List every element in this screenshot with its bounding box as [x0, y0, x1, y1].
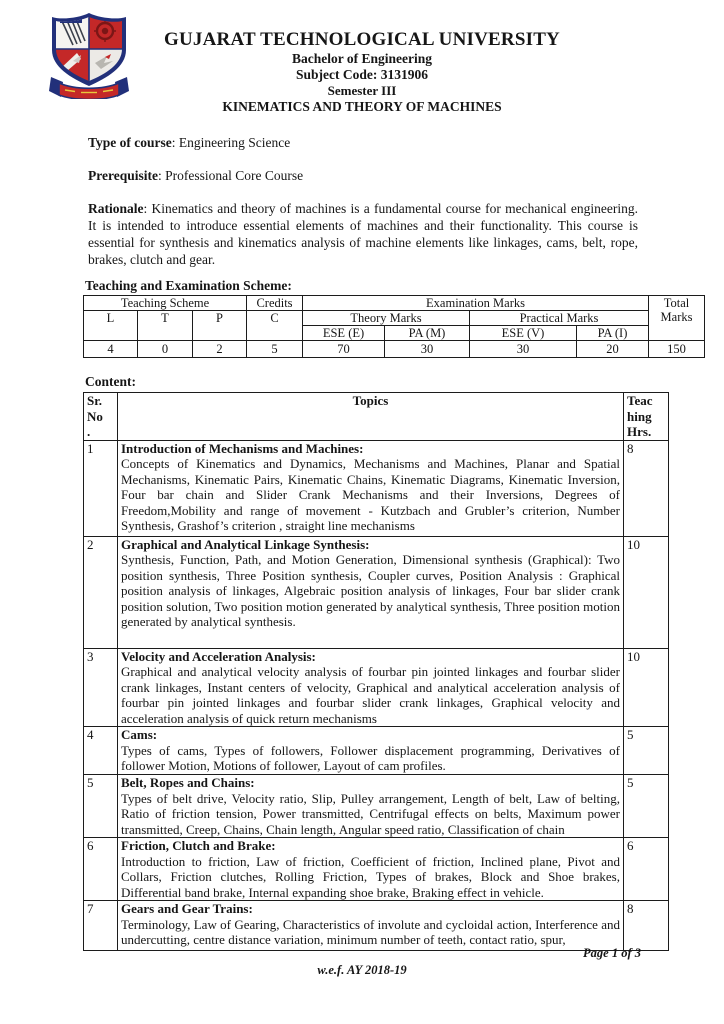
scheme-l-value: 4 [84, 341, 138, 358]
hours-header-line2: hing [627, 408, 652, 424]
type-of-course-value: : Engineering Science [171, 135, 291, 150]
row-sr-number: 1 [84, 440, 118, 536]
scheme-c-header: C [247, 311, 303, 341]
content-row-6 [84, 838, 669, 901]
content-row-3 [84, 648, 669, 727]
scheme-pa-i-header: PA (I) [577, 326, 649, 341]
row-topic-title: Velocity and Acceleration Analysis: [121, 648, 316, 664]
row-topic [118, 901, 624, 951]
scheme-p-header: P [193, 311, 247, 341]
scheme-examination-marks-header: Examination Marks [303, 296, 649, 311]
type-of-course-label: Type of course [88, 135, 172, 150]
row-topic-body: Types of belt drive, Velocity ratio, Slip, Pulley arrangement, Length of belt, Law of belting, Ratio of friction tension, Power transmitted, Centrifugal effects on belts, Maximum power transmitted, Creep, Chains, Chain length, Angular speed ratio, Classification of chain [121, 790, 620, 837]
subject-code: Subject Code: 3131906 [296, 67, 428, 82]
row-teaching-hours: 10 [624, 648, 669, 727]
teaching-examination-scheme-table [83, 295, 705, 358]
course-info-section [88, 134, 638, 268]
content-row-5 [84, 775, 669, 838]
row-teaching-hours: 8 [624, 440, 669, 536]
row-topic-body: Types of cams, Types of followers, Follower displacement programming, Derivatives of follower Motion, Motions of follower, Layout of cam profiles. [121, 742, 620, 773]
hours-header-line1: Teac [627, 393, 653, 408]
scheme-ese-v-header: ESE (V) [470, 326, 577, 341]
row-sr-number: 4 [84, 727, 118, 775]
row-sr-number: 6 [84, 838, 118, 901]
content-row-7 [84, 901, 669, 951]
row-topic [118, 838, 624, 901]
srno-header-line2: No [87, 408, 103, 424]
row-topic [118, 775, 624, 838]
content-header-row [84, 393, 669, 441]
row-teaching-hours: 10 [624, 536, 669, 648]
page-number: Page 1 of 3 [583, 946, 641, 960]
srno-header-line1: Sr. [87, 393, 103, 408]
row-topic-title: Graphical and Analytical Linkage Synthesis: [121, 536, 370, 552]
scheme-credits-header: Credits [247, 296, 303, 311]
scheme-teaching-scheme-header: Teaching Scheme [84, 296, 247, 311]
scheme-section-label: Teaching and Examination Scheme: [85, 278, 292, 293]
scheme-practical-marks-header: Practical Marks [470, 311, 649, 326]
row-teaching-hours: 5 [624, 775, 669, 838]
row-topic-body: Graphical and analytical velocity analysis of fourbar pin jointed linkages and fourbar slider crank linkages, Instant centers of velocity, Graphical and analytical acceleration analysis of fourbar pin jointed linkages and fourbar slider crank linkages, Graphical velocity and acceleration analysis of quick return mechanisms [121, 664, 620, 726]
content-section-label: Content: [85, 374, 136, 389]
scheme-pa-m-header: PA (M) [385, 326, 470, 341]
scheme-l-header: L [84, 311, 138, 341]
content-hours-header [624, 393, 669, 441]
university-logo-icon [47, 11, 131, 99]
degree-name: Bachelor of Engineering [292, 51, 432, 66]
scheme-c-value: 5 [247, 341, 303, 358]
prerequisite-value: : Professional Core Course [158, 168, 304, 183]
scheme-theory-marks-header: Theory Marks [303, 311, 470, 326]
content-row-4 [84, 727, 669, 775]
row-topic-body: Terminology, Law of Gearing, Characteristics of involute and cycloidal action, Interference and undercutting, centre distance variation, minimum number of teeth, contact ratio, spur, [121, 916, 620, 947]
scheme-values-row [84, 341, 705, 358]
scheme-header-row-2 [84, 311, 705, 326]
content-topics-header: Topics [118, 393, 624, 441]
row-sr-number: 7 [84, 901, 118, 951]
scheme-ese-e-header: ESE (E) [303, 326, 385, 341]
row-sr-number: 5 [84, 775, 118, 838]
row-topic-title: Friction, Clutch and Brake: [121, 838, 276, 853]
row-topic-title: Cams: [121, 727, 158, 742]
row-topic-title: Introduction of Mechanisms and Machines: [121, 440, 364, 456]
scheme-total-marks-header: Total Marks [649, 296, 705, 341]
row-topic [118, 648, 624, 727]
scheme-total-value: 150 [649, 341, 705, 358]
effective-from-note: w.e.f. AY 2018-19 [317, 963, 407, 977]
row-topic-body: Introduction to friction, Law of friction, Coefficient of friction, Inclined plane, Pivot and Collars, Friction clutches, Rolling Friction, Types of brakes, Block and Shoe brakes, Differential band brake, Internal expanding shoe brake, Braking effect in vehicle. [121, 853, 620, 900]
type-of-course-line [88, 134, 638, 151]
row-topic-body: Synthesis, Function, Path, and Motion Generation, Dimensional synthesis (Graphical): Two position synthesis, Three Position synthesis, Coupler curves, Position Analysis : Graphical position analysis of linkages, Algebraic position analysis of linkages, Four bar slider crank position solution, Two position motion generated by analytical synthesis, Three position motion generated by analytical synthesis. [121, 552, 620, 629]
row-topic-title: Belt, Ropes and Chains: [121, 775, 255, 790]
university-name: GUJARAT TECHNOLOGICAL UNIVERSITY [164, 29, 560, 50]
row-topic-title: Gears and Gear Trains: [121, 901, 253, 916]
row-topic-body: Concepts of Kinematics and Dynamics, Mechanisms and Machines, Planar and Spatial Mechanisms, Kinematic Pairs, Kinematic Chains, Kinematic Diagrams, Kinematic Inversion, Four bar chain and Slider Crank Mechanisms and their Inversions, Degrees of Freedom,Mobility and range of movement - Kutzbach and Grubler’s criterion, Number Synthesis, Grashof’s criterion , straight line mechanisms [121, 456, 620, 533]
course-title: KINEMATICS AND THEORY OF MACHINES [222, 99, 502, 114]
scheme-p-value: 2 [193, 341, 247, 358]
content-row-2 [84, 536, 669, 648]
scheme-t-value: 0 [138, 341, 193, 358]
content-row-1 [84, 440, 669, 536]
scheme-pa-m-value: 30 [385, 341, 470, 358]
rationale-value: : Kinematics and theory of machines is a fundamental course for mechanical engineering. It is intended to introduce essential elements of machines and their functionality. This course is essential for synthesis and kinematics analysis of machine elements like linkages, cams, belt, rope, brakes, clutch and gear. [88, 201, 638, 267]
scheme-header-row-1 [84, 296, 705, 311]
scheme-ese-v-value: 30 [470, 341, 577, 358]
prerequisite-line [88, 167, 638, 184]
rationale-paragraph [88, 200, 638, 268]
row-teaching-hours: 5 [624, 727, 669, 775]
scheme-ese-e-value: 70 [303, 341, 385, 358]
prerequisite-label: Prerequisite [88, 168, 158, 183]
row-teaching-hours: 8 [624, 901, 669, 951]
content-srno-header [84, 393, 118, 441]
content-table [83, 392, 669, 951]
semester: Semester III [327, 83, 397, 98]
scheme-pa-i-value: 20 [577, 341, 649, 358]
row-sr-number: 3 [84, 648, 118, 727]
row-topic [118, 727, 624, 775]
srno-header-line3: . [87, 424, 91, 439]
hours-header-line3: Hrs. [627, 424, 652, 439]
row-topic [118, 536, 624, 648]
scheme-t-header: T [138, 311, 193, 341]
row-teaching-hours: 6 [624, 838, 669, 901]
row-sr-number: 2 [84, 536, 118, 648]
rationale-label: Rationale [88, 201, 144, 216]
row-topic [118, 440, 624, 536]
